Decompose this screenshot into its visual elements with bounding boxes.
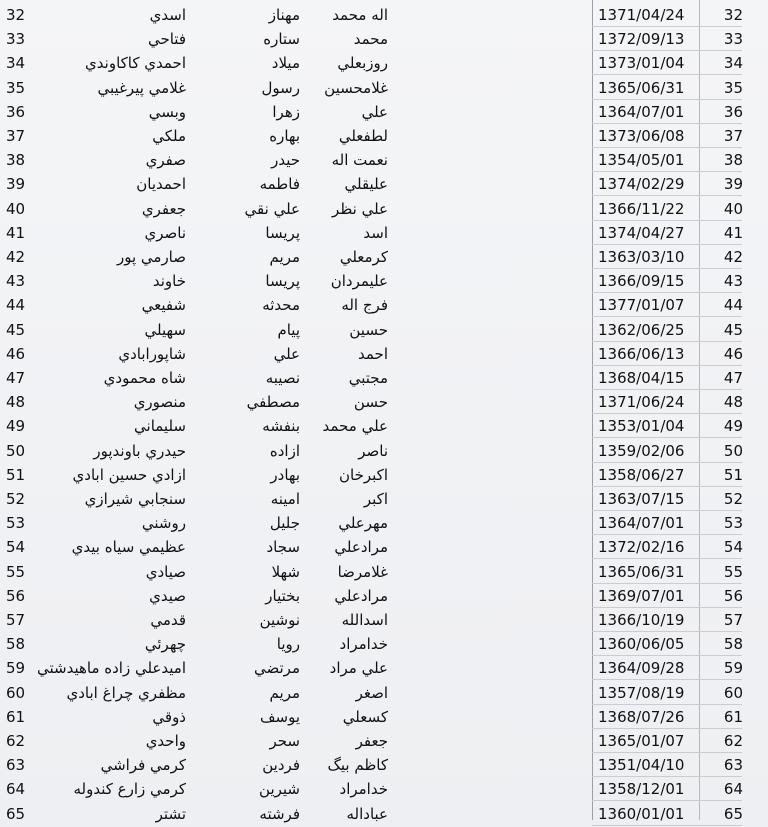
birth-date-cell: 1360/06/05 — [598, 635, 685, 654]
row-number-left: 49 — [6, 417, 26, 436]
first-name-cell: سجاد — [266, 538, 300, 557]
row-number-right: 40 — [723, 199, 743, 218]
row-number-left: 55 — [6, 562, 26, 581]
father-name-cell: علي مراد — [329, 659, 388, 678]
row-separator — [592, 462, 742, 463]
first-name-cell: حيدر — [271, 151, 300, 170]
row-number-left: 64 — [6, 780, 26, 799]
row-number-right: 50 — [723, 441, 743, 460]
last-name-cell: صيدي — [149, 586, 186, 605]
row-number-right: 33 — [723, 30, 743, 49]
birth-date-cell: 1374/04/27 — [598, 223, 685, 242]
last-name-cell: صيادي — [145, 562, 186, 581]
row-number-left: 54 — [6, 538, 26, 557]
last-name-cell: چهرئي — [144, 635, 186, 654]
row-number-left: 42 — [6, 248, 26, 266]
row-number-right: 36 — [723, 102, 743, 121]
last-name-cell: اسدي — [149, 6, 186, 24]
last-name-cell: ازادي حسين ابادي — [72, 465, 186, 484]
table-row — [0, 561, 768, 583]
father-name-cell: لطفعلي — [338, 127, 388, 145]
last-name-cell: سهيلي — [144, 320, 186, 339]
first-name-cell: جليل — [269, 514, 300, 533]
row-separator — [592, 26, 742, 27]
row-number-left: 38 — [6, 151, 26, 170]
first-name-cell: بهاره — [269, 127, 300, 145]
table-row — [0, 319, 768, 341]
table-row — [0, 101, 768, 123]
row-number-right: 55 — [723, 562, 743, 581]
birth-date-cell: 1368/07/26 — [598, 707, 685, 726]
table-row — [0, 173, 768, 195]
row-number-left: 58 — [6, 635, 26, 654]
row-number-right: 45 — [723, 320, 743, 339]
father-name-cell: حسين — [349, 320, 388, 339]
last-name-cell: ملكي — [152, 127, 186, 145]
row-number-left: 37 — [6, 127, 26, 145]
row-number-right: 47 — [723, 369, 743, 387]
father-name-cell: مهرعلي — [338, 514, 388, 533]
table-row — [0, 754, 768, 776]
birth-date-cell: 1357/08/19 — [598, 683, 685, 702]
row-separator — [592, 195, 742, 196]
row-separator — [592, 220, 742, 221]
last-name-cell: جعفري — [141, 199, 186, 218]
table-row — [0, 4, 768, 26]
row-separator — [592, 486, 742, 487]
row-number-left: 65 — [6, 804, 26, 823]
table-row — [0, 415, 768, 437]
first-name-cell: فرشته — [259, 804, 300, 823]
table-row — [0, 512, 768, 534]
row-separator — [592, 292, 742, 293]
last-name-cell: غلامي پيرغيبي — [97, 78, 186, 97]
birth-date-cell: 1365/06/31 — [598, 562, 685, 581]
birth-date-cell: 1366/10/19 — [598, 611, 685, 629]
table-row — [0, 585, 768, 607]
last-name-cell: شاه محمودي — [103, 369, 186, 387]
row-separator — [592, 171, 742, 172]
birth-date-cell: 1364/07/01 — [598, 102, 685, 121]
father-name-cell: فرج اله — [341, 296, 388, 315]
birth-date-cell: 1358/06/27 — [598, 465, 685, 484]
row-separator — [592, 510, 742, 511]
birth-date-cell: 1373/01/04 — [598, 54, 685, 73]
row-number-left: 50 — [6, 441, 26, 460]
father-name-cell: نعمت اله — [331, 151, 388, 170]
last-name-cell: شاپورابادي — [118, 344, 186, 363]
row-number-right: 62 — [723, 732, 743, 750]
father-name-cell: عليقلي — [344, 175, 388, 194]
father-name-cell: علي محمد — [322, 417, 388, 436]
first-name-cell: نوشين — [259, 611, 300, 629]
row-separator — [592, 776, 742, 777]
birth-date-cell: 1354/05/01 — [598, 151, 685, 170]
row-number-right: 64 — [723, 780, 743, 799]
birth-date-cell: 1351/04/10 — [598, 756, 685, 775]
father-name-cell: احمد — [358, 344, 388, 363]
first-name-cell: ستاره — [263, 30, 300, 49]
last-name-cell: عظيمي سياه بيدي — [71, 538, 186, 557]
father-name-cell: كاظم بيگ — [327, 756, 388, 775]
row-number-right: 37 — [723, 127, 743, 145]
birth-date-cell: 1369/07/01 — [598, 586, 685, 605]
row-number-left: 53 — [6, 514, 26, 533]
last-name-cell: حيدري باوندپور — [93, 441, 186, 460]
first-name-cell: امينه — [270, 490, 300, 508]
row-number-right: 44 — [723, 296, 743, 315]
last-name-cell: واحدي — [145, 732, 186, 750]
father-name-cell: خدامراد — [339, 780, 388, 799]
row-separator — [592, 244, 742, 245]
birth-date-cell: 1358/12/01 — [598, 780, 685, 799]
birth-date-cell: 1364/09/28 — [598, 659, 685, 678]
row-number-left: 61 — [6, 707, 26, 726]
first-name-cell: علي — [273, 344, 300, 363]
first-name-cell: رسول — [261, 78, 300, 97]
birth-date-cell: 1363/07/15 — [598, 490, 685, 508]
row-number-right: 51 — [723, 465, 743, 484]
row-separator — [592, 825, 742, 826]
last-name-cell: وبسي — [148, 102, 186, 121]
last-name-cell: ذوقي — [152, 707, 186, 726]
father-name-cell: غلامحسين — [324, 78, 388, 97]
row-number-right: 53 — [723, 514, 743, 533]
father-name-cell: اسدالله — [341, 611, 388, 629]
table-row — [0, 222, 768, 244]
table-row — [0, 464, 768, 486]
last-name-cell: منصوري — [133, 393, 186, 412]
first-name-cell: مصطفي — [246, 393, 300, 412]
row-number-left: 32 — [6, 6, 26, 24]
row-number-left: 57 — [6, 611, 26, 629]
table-row — [0, 367, 768, 389]
row-separator — [592, 631, 742, 632]
row-number-left: 63 — [6, 756, 26, 775]
table-row — [0, 52, 768, 74]
row-separator — [592, 607, 742, 608]
row-number-left: 48 — [6, 393, 26, 412]
father-name-cell: كرمعلي — [339, 248, 388, 266]
birth-date-cell: 1377/01/07 — [598, 296, 685, 315]
table-row — [0, 657, 768, 679]
last-name-cell: اميدعلي زاده ماهيدشتي — [36, 659, 186, 678]
first-name-cell: بنفشه — [262, 417, 300, 436]
last-name-cell: روشني — [141, 514, 186, 533]
row-number-left: 56 — [6, 586, 26, 605]
father-name-cell: خدامراد — [339, 635, 388, 654]
last-name-cell: فتاحي — [147, 30, 186, 49]
birth-date-cell: 1365/06/31 — [598, 78, 685, 97]
row-number-left: 43 — [6, 272, 26, 291]
father-name-cell: علي — [361, 102, 388, 121]
last-name-cell: احمديان — [136, 175, 186, 194]
first-name-cell: سحر — [269, 732, 300, 750]
row-number-right: 58 — [723, 635, 743, 654]
row-number-right: 35 — [723, 78, 743, 97]
row-number-right: 63 — [723, 756, 743, 775]
birth-date-cell: 1360/01/01 — [598, 804, 685, 823]
row-number-right: 54 — [723, 538, 743, 557]
father-name-cell: روزبعلي — [337, 54, 388, 73]
birth-date-cell: 1353/01/04 — [598, 417, 685, 436]
row-separator — [592, 341, 742, 342]
last-name-cell: كرمي زارع كندوله — [73, 780, 186, 799]
row-separator — [592, 655, 742, 656]
last-name-cell: شفيعي — [141, 296, 186, 315]
row-number-right: 60 — [723, 683, 743, 702]
first-name-cell: نصيبه — [265, 369, 300, 387]
table-row — [0, 270, 768, 292]
row-separator — [592, 413, 742, 414]
row-number-right: 61 — [723, 707, 743, 726]
row-number-right: 48 — [723, 393, 743, 412]
row-separator — [592, 50, 742, 51]
first-name-cell: محدثه — [262, 296, 300, 315]
row-number-left: 34 — [6, 54, 26, 73]
last-name-cell: قدمي — [150, 611, 186, 629]
father-name-cell: كسعلي — [342, 707, 388, 726]
row-separator — [592, 800, 742, 801]
row-number-left: 44 — [6, 296, 26, 315]
first-name-cell: بهادر — [270, 465, 300, 484]
birth-date-cell: 1373/06/08 — [598, 127, 685, 145]
row-number-left: 59 — [6, 659, 26, 678]
father-name-cell: علي نظر — [332, 199, 388, 218]
father-name-cell: غلامرضا — [337, 562, 388, 581]
birth-date-cell: 1366/11/22 — [598, 199, 685, 218]
last-name-cell: خاوند — [152, 272, 186, 291]
father-name-cell: مرادعلي — [334, 586, 388, 605]
birth-date-cell: 1372/02/16 — [598, 538, 685, 557]
first-name-cell: مهناز — [268, 6, 300, 24]
first-name-cell: علي نقي — [244, 199, 300, 218]
row-number-left: 46 — [6, 344, 26, 363]
father-name-cell: محمد — [353, 30, 388, 49]
table-row — [0, 536, 768, 558]
first-name-cell: پريسا — [265, 272, 300, 291]
row-number-right: 56 — [723, 586, 743, 605]
father-name-cell: اله محمد — [332, 6, 388, 24]
row-separator — [592, 752, 742, 753]
last-name-cell: سليماني — [134, 417, 186, 436]
table-row — [0, 391, 768, 413]
first-name-cell: بختيار — [265, 586, 300, 605]
row-number-left: 52 — [6, 490, 26, 508]
first-name-cell: مرتضي — [254, 659, 300, 678]
row-number-right: 46 — [723, 344, 743, 363]
table-row — [0, 125, 768, 147]
first-name-cell: زهرا — [272, 102, 300, 121]
row-number-left: 41 — [6, 223, 26, 242]
first-name-cell: رويا — [276, 635, 300, 654]
row-number-right: 42 — [723, 248, 743, 266]
last-name-cell: صارمي پور — [116, 248, 186, 266]
father-name-cell: اكبر — [363, 490, 388, 508]
row-number-left: 36 — [6, 102, 26, 121]
birth-date-cell: 1365/01/07 — [598, 732, 685, 750]
first-name-cell: ازاده — [269, 441, 300, 460]
table-row — [0, 633, 768, 655]
row-number-right: 49 — [723, 417, 743, 436]
first-name-cell: مريم — [269, 683, 300, 702]
birth-date-cell: 1374/02/29 — [598, 175, 685, 194]
row-number-right: 32 — [723, 6, 743, 24]
row-separator — [592, 147, 742, 148]
table-row — [0, 77, 768, 99]
row-number-right: 34 — [723, 54, 743, 73]
row-number-right: 43 — [723, 272, 743, 291]
father-name-cell: حسن — [353, 393, 388, 412]
last-name-cell: سنجابي شيرازي — [84, 490, 186, 508]
row-number-right: 41 — [723, 223, 743, 242]
table-row — [0, 730, 768, 752]
row-separator — [592, 99, 742, 100]
table-row — [0, 294, 768, 316]
row-number-left: 40 — [6, 199, 26, 218]
father-name-cell: اكبرخان — [339, 465, 388, 484]
last-name-cell: تشتر — [155, 804, 186, 823]
row-number-right: 59 — [723, 659, 743, 678]
birth-date-cell: 1364/07/01 — [598, 514, 685, 533]
last-name-cell: ناصري — [144, 223, 186, 242]
table-row — [0, 149, 768, 171]
last-name-cell: احمدي كاكاوندي — [85, 54, 186, 73]
row-number-left: 35 — [6, 78, 26, 97]
row-number-right: 57 — [723, 611, 743, 629]
father-name-cell: ناصر — [358, 441, 388, 460]
table-row — [0, 682, 768, 704]
row-separator — [592, 123, 742, 124]
row-separator — [592, 268, 742, 269]
row-separator — [592, 437, 742, 438]
father-name-cell: مرادعلي — [334, 538, 388, 557]
father-name-cell: عباداله — [346, 804, 388, 823]
first-name-cell: پيام — [277, 320, 300, 339]
first-name-cell: شهلا — [271, 562, 300, 581]
father-name-cell: اصغر — [355, 683, 388, 702]
row-number-left: 39 — [6, 175, 26, 194]
row-number-right: 65 — [723, 804, 743, 823]
father-name-cell: عليمردان — [330, 272, 388, 291]
birth-date-cell: 1359/02/06 — [598, 441, 685, 460]
table-row — [0, 488, 768, 510]
birth-date-cell: 1362/06/25 — [598, 320, 685, 339]
table-row — [0, 440, 768, 462]
row-separator — [592, 704, 742, 705]
table-row — [0, 198, 768, 220]
row-separator — [592, 74, 742, 75]
birth-date-cell: 1366/09/15 — [598, 272, 685, 291]
table-row — [0, 803, 768, 825]
row-number-left: 51 — [6, 465, 26, 484]
table-row — [0, 343, 768, 365]
row-number-left: 60 — [6, 683, 26, 702]
father-name-cell: اسد — [363, 223, 388, 242]
first-name-cell: شيرين — [259, 780, 300, 799]
row-number-right: 52 — [723, 490, 743, 508]
birth-date-cell: 1363/03/10 — [598, 248, 685, 266]
table-row — [0, 28, 768, 50]
row-number-right: 38 — [723, 151, 743, 170]
row-separator — [592, 534, 742, 535]
birth-date-cell: 1371/06/24 — [598, 393, 685, 412]
first-name-cell: فاطمه — [259, 175, 300, 194]
row-separator — [592, 558, 742, 559]
row-number-left: 33 — [6, 30, 26, 49]
row-separator — [592, 389, 742, 390]
table-row — [0, 246, 768, 268]
row-number-left: 47 — [6, 369, 26, 387]
birth-date-cell: 1372/09/13 — [598, 30, 685, 49]
table-row — [0, 778, 768, 800]
first-name-cell: فردين — [262, 756, 300, 775]
first-name-cell: يوسف — [259, 707, 300, 726]
first-name-cell: ميلاد — [271, 54, 300, 73]
birth-date-cell: 1366/06/13 — [598, 344, 685, 363]
father-name-cell: جعفر — [355, 732, 388, 750]
row-separator — [592, 583, 742, 584]
row-separator — [592, 728, 742, 729]
table-row — [0, 609, 768, 631]
first-name-cell: مريم — [269, 248, 300, 266]
row-separator — [592, 365, 742, 366]
first-name-cell: پريسا — [265, 223, 300, 242]
row-number-left: 45 — [6, 320, 26, 339]
row-number-right: 39 — [723, 175, 743, 194]
last-name-cell: مظفري چراغ ابادي — [66, 683, 186, 702]
father-name-cell: مجتبي — [348, 369, 388, 387]
table-row — [0, 706, 768, 728]
birth-date-cell: 1368/04/15 — [598, 369, 685, 387]
last-name-cell: كرمي فراشي — [100, 756, 186, 775]
row-separator — [592, 679, 742, 680]
row-separator — [592, 316, 742, 317]
row-number-left: 62 — [6, 732, 26, 750]
birth-date-cell: 1371/04/24 — [598, 6, 685, 24]
last-name-cell: صفري — [145, 151, 186, 170]
